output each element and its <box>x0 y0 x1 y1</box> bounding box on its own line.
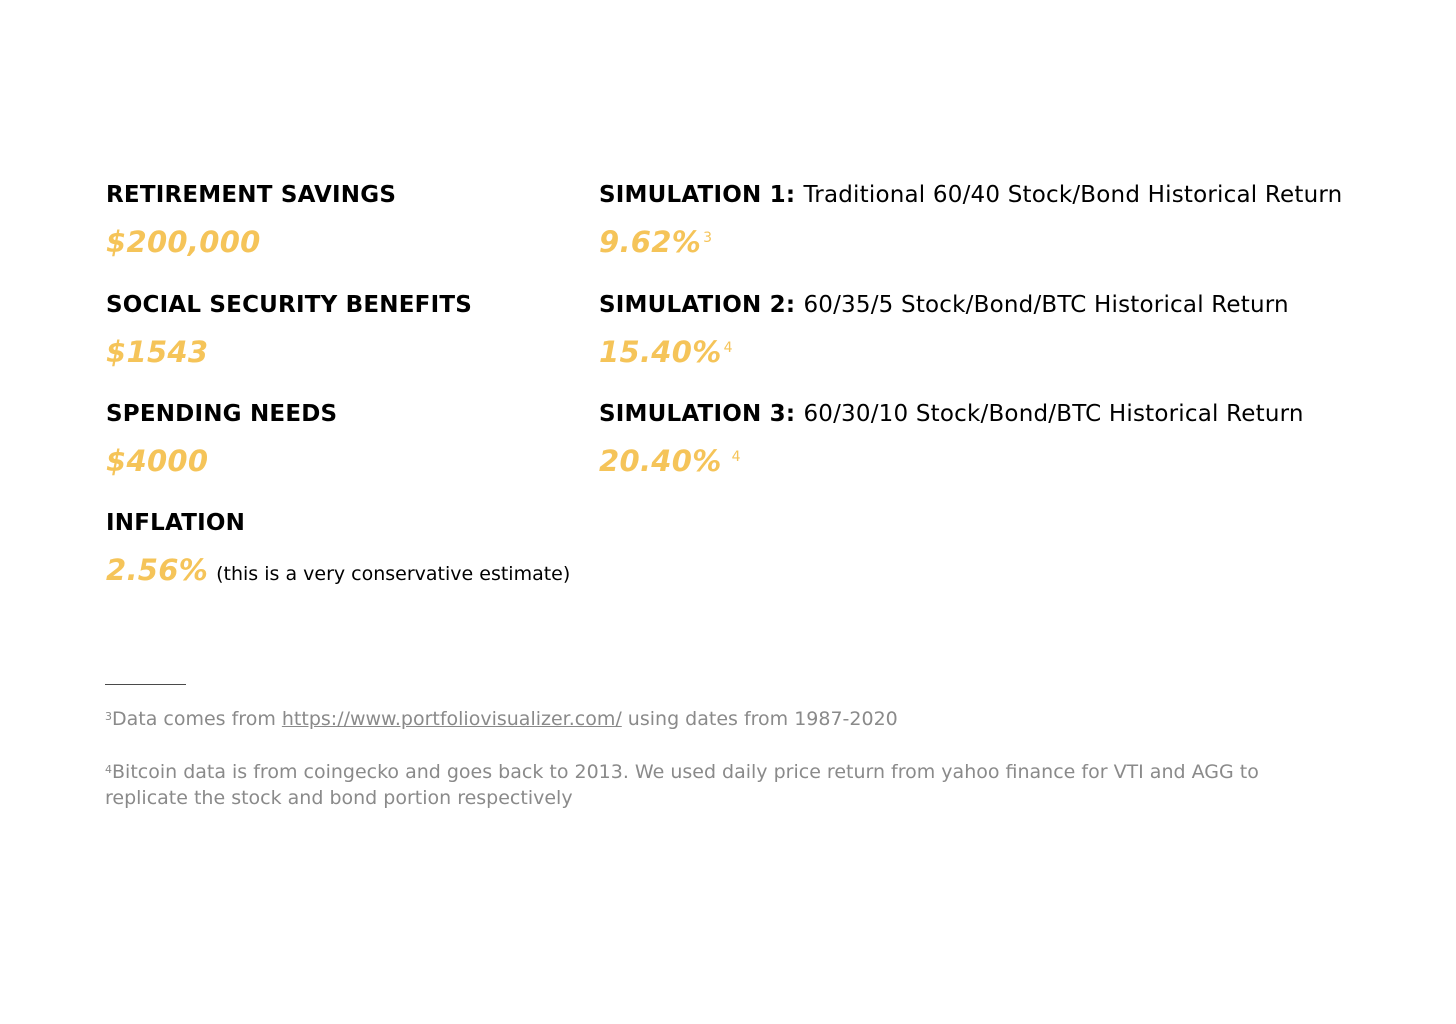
spending-needs-value: $4000 <box>106 444 209 478</box>
inflation-note: (this is a very conservative estimate) <box>216 563 571 585</box>
simulation-3-row <box>599 443 1304 479</box>
social-security-block <box>106 290 472 370</box>
simulation-1-row <box>599 224 1342 260</box>
inflation-value: 2.56% <box>106 553 209 587</box>
simulation-3-heading <box>599 399 1304 429</box>
spending-needs-block <box>106 399 337 479</box>
footnote-3-text-after: using dates from 1987-2020 <box>621 708 898 730</box>
portfoliovisualizer-link[interactable]: https://www.portfoliovisualizer.com/ <box>281 708 622 730</box>
footnote-4-text: Bitcoin data is from coingecko and goes back to 2013. We used daily price return from yahoo finance for VTI and AGG to replicate the stock and bond portion respectively <box>105 761 1259 809</box>
simulation-2-block <box>599 290 1289 370</box>
footnote-3 <box>105 706 1325 732</box>
simulation-2-footnote-ref: 4 <box>723 340 733 356</box>
social-security-label: SOCIAL SECURITY BENEFITS <box>106 292 472 318</box>
social-security-value: $1543 <box>106 335 209 369</box>
simulation-2-row <box>599 334 1289 370</box>
footnote-3-text-before: Data comes from <box>112 708 282 730</box>
simulation-1-block <box>599 180 1342 260</box>
simulation-1-heading <box>599 180 1342 210</box>
retirement-savings-block <box>106 180 396 260</box>
footnote-4 <box>105 759 1325 811</box>
retirement-savings-value: $200,000 <box>106 225 261 259</box>
inflation-block <box>106 508 570 588</box>
simulation-2-description: 60/35/5 Stock/Bond/BTC Historical Return <box>803 292 1289 318</box>
simulation-1-label: SIMULATION 1: <box>599 182 796 208</box>
inflation-row <box>106 552 570 588</box>
footnote-4-number: 4 <box>105 763 112 776</box>
simulation-3-block <box>599 399 1304 479</box>
inflation-label: INFLATION <box>106 510 246 536</box>
footnote-3-number: 3 <box>105 710 112 723</box>
simulation-2-label: SIMULATION 2: <box>599 292 796 318</box>
simulation-1-value: 9.62% <box>599 225 702 259</box>
spending-needs-label: SPENDING NEEDS <box>106 401 338 427</box>
simulation-2-value: 15.40% <box>599 335 722 369</box>
simulation-3-footnote-ref: 4 <box>731 449 741 465</box>
simulation-1-description: Traditional 60/40 Stock/Bond Historical Return <box>803 182 1343 208</box>
simulation-1-footnote-ref: 3 <box>703 230 713 246</box>
simulation-3-value: 20.40% <box>599 444 722 478</box>
simulation-3-description: 60/30/10 Stock/Bond/BTC Historical Return <box>803 401 1304 427</box>
retirement-savings-label: RETIREMENT SAVINGS <box>106 182 397 208</box>
simulation-3-label: SIMULATION 3: <box>599 401 796 427</box>
footnote-separator <box>105 684 186 685</box>
simulation-2-heading <box>599 290 1289 320</box>
